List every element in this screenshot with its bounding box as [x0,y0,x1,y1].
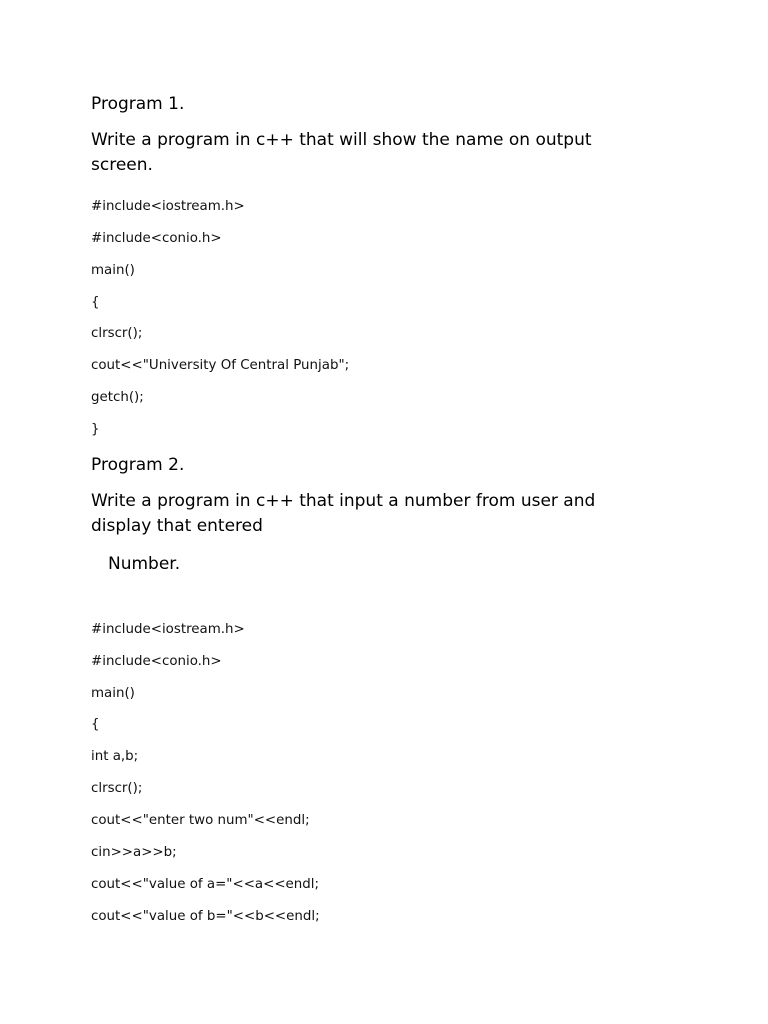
code-line: { [91,295,100,310]
program-2-title: Program 2. [91,455,185,475]
code-line: main() [91,686,135,701]
code-line: clrscr(); [91,326,143,341]
code-line: #include<conio.h> [91,654,222,669]
code-line: { [91,717,100,732]
code-line: main() [91,263,135,278]
code-line: int a,b; [91,749,139,764]
program-2-question-line-2: display that entered [91,516,263,536]
code-line: cin>>a>>b; [91,845,177,860]
code-line: #include<iostream.h> [91,199,245,214]
code-line: #include<conio.h> [91,231,222,246]
code-line: cout<<"enter two num"<<endl; [91,813,310,828]
code-line: cout<<"value of b="<<b<<endl; [91,909,320,924]
code-line: #include<iostream.h> [91,622,245,637]
code-line: cout<<"value of a="<<a<<endl; [91,877,320,892]
code-line: cout<<"University Of Central Punjab"; [91,358,350,373]
program-2-question-line-3: Number. [108,554,181,574]
code-line: clrscr(); [91,781,143,796]
code-line: getch(); [91,390,144,405]
code-line: } [91,422,100,437]
program-2-question-line-1: Write a program in c++ that input a number from user and [91,491,596,511]
program-1-title: Program 1. [91,94,185,114]
program-1-question: Write a program in c++ that will show the name on output screen. [91,130,592,175]
